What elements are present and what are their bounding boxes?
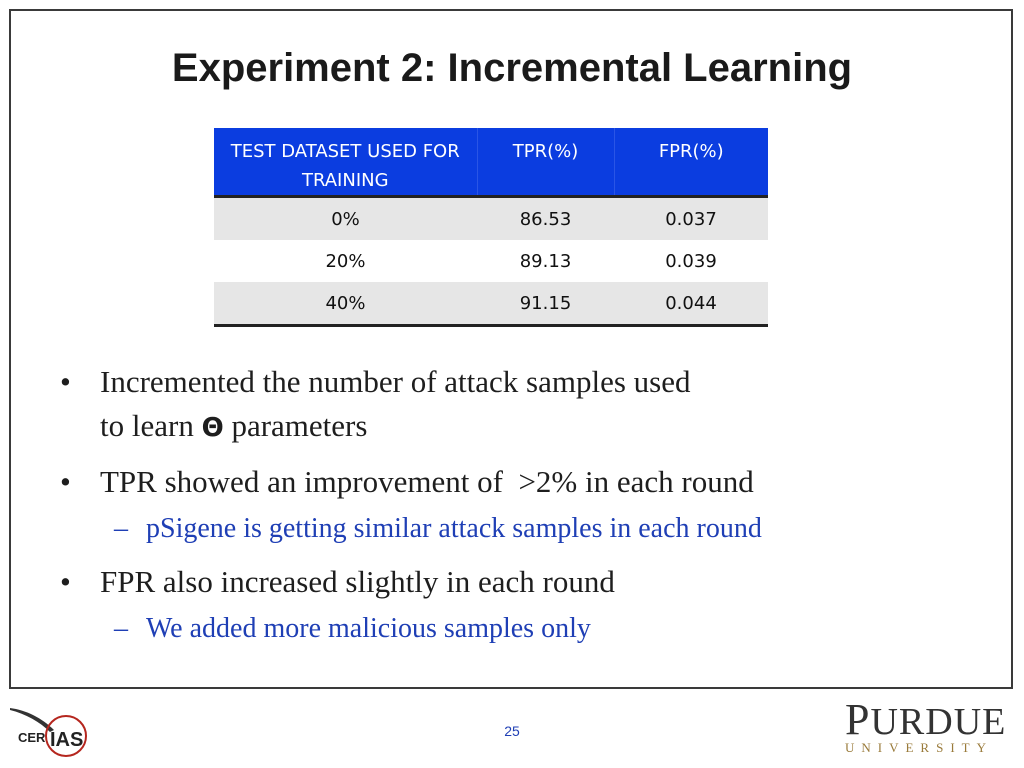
bullet-text-line2: [100, 404, 1000, 450]
bullet-text-line1: Incremented the number of attack samples used: [100, 364, 691, 399]
cerias-logo-text-a: CER: [18, 730, 46, 745]
slide-title: Experiment 2: Incremental Learning: [171, 46, 853, 90]
sub-bullet-text: pSigene is getting similar attack samples in each round: [146, 513, 762, 544]
bullet-item: [60, 460, 1000, 504]
header-fpr: FPR(%): [614, 128, 768, 197]
table-row: [214, 240, 768, 282]
bullet-text-post: parameters: [223, 408, 368, 443]
cell-fpr: 0.037: [614, 197, 768, 241]
cell-fpr: 0.039: [665, 250, 717, 272]
table-header-row: [214, 128, 768, 197]
cell-dataset: 20%: [325, 250, 366, 272]
bullet-text-pre: to learn: [100, 408, 202, 443]
page-number: 25: [504, 723, 520, 739]
purdue-initial: P: [845, 695, 871, 744]
cell-fpr: 0.044: [614, 282, 768, 326]
bullet-dot: •: [60, 464, 71, 499]
sub-bullet-dash: –: [114, 613, 128, 644]
sub-bullet-dash: –: [114, 513, 128, 544]
sub-bullet-text: We added more malicious samples only: [146, 613, 591, 644]
bullet-dot: •: [60, 364, 71, 399]
cell-tpr: 86.53: [477, 197, 614, 241]
cell-dataset: 0%: [214, 197, 477, 241]
cerias-logo-icon: [6, 700, 96, 762]
header-tpr: TPR(%): [477, 128, 614, 197]
sub-bullet-item: [60, 510, 1000, 548]
header-test-dataset: TEST DATASET USED FOR TRAINING: [214, 128, 477, 197]
cerias-logo: [6, 700, 96, 762]
bullet-list: [60, 360, 1000, 660]
results-table: [214, 128, 768, 327]
bullet-item: [60, 360, 1000, 450]
purdue-logo: [845, 695, 1015, 760]
cell-dataset: 40%: [214, 282, 477, 326]
purdue-rest: URDUE: [870, 701, 1007, 743]
purdue-wordmark: [845, 695, 1015, 744]
sub-bullet-item: [60, 610, 1000, 648]
cell-tpr: 91.15: [477, 282, 614, 326]
table-row: [214, 282, 768, 326]
bullet-item: [60, 560, 1000, 604]
bullet-text: FPR also increased slightly in each round: [100, 564, 615, 599]
bullet-dot: •: [60, 564, 71, 599]
cerias-logo-text-b: IAS: [50, 729, 84, 751]
bullet-text: TPR showed an improvement of >2% in each round: [100, 464, 754, 499]
cell-tpr: 89.13: [519, 250, 572, 272]
theta-symbol: Θ: [201, 413, 224, 443]
purdue-university-label: UNIVERSITY: [845, 740, 993, 755]
table-row: [214, 197, 768, 241]
